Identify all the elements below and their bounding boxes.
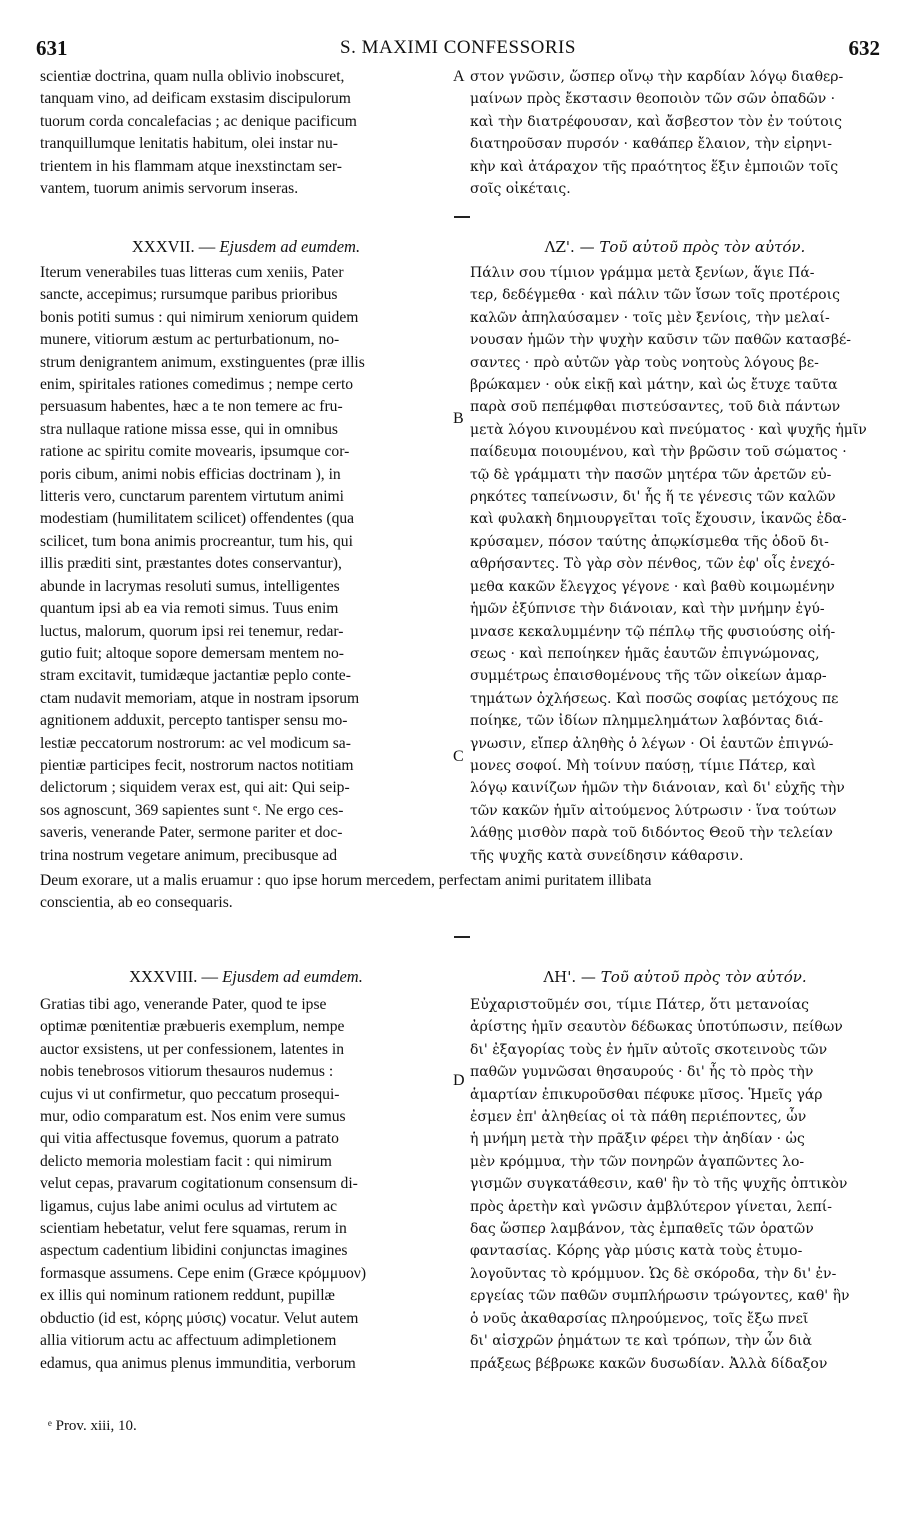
text-line: illis præditi sint, præstantes dotes conservantur), xyxy=(40,555,342,573)
text-line: edamus, qua animus plenus immunditia, verborum xyxy=(40,1354,356,1372)
text-line: καὶ φυλακὴ δημιουργεῖται τοῖς ἔχουσιν, ἱκανῶς ἐδα- xyxy=(470,511,847,528)
latin-title-number: XXXVIII. — xyxy=(129,967,219,986)
text-line: agnitionem adduxit, percepto tantisper sensu mo- xyxy=(40,712,348,730)
text-line: litteris vero, cunctarum parentem virtutum animi xyxy=(40,488,344,506)
margin-letter-b: B xyxy=(453,410,464,427)
text-line: delicto memoria molestiam facit : qui nimirum xyxy=(40,1152,332,1170)
text-line: ποίηκε, τῶν ἰδίων πλημμελημάτων λαβόντας διά- xyxy=(470,713,824,730)
text-line: γνωσιν, εἴπερ ἀληθὴς ὁ λέγων · Οἱ ἑαυτῶν ἐπιγνώ- xyxy=(470,735,834,752)
text-line: κρύσαμεν, πόσον ταύτης ἀπῳκίσμεθα τῆς ὁδοῦ δι- xyxy=(470,533,829,550)
text-line: πρὸς ἀρετὴν καὶ γνῶσιν ἀμβλύτερον γίνεται, λεπί- xyxy=(470,1198,833,1215)
text-line: stram excitavit, tumidæque jactantiæ peplo conte- xyxy=(40,667,351,685)
section-37-greek-text xyxy=(470,262,880,867)
text-line: abunde in lacrymas resoluti sumus, intelligentes xyxy=(40,577,340,595)
margin-letter-a: A xyxy=(453,68,465,85)
text-line: εργείας τῶν παθῶν συμπλήρωσιν τρώγοντες, καθ' ἣν xyxy=(470,1288,850,1305)
text-line: Deum exorare, ut a malis eruamur : quo ipse horum mercedem, perfectam animi puritatem illibata xyxy=(40,872,652,889)
text-line: scientiæ doctrina, quam nulla oblivio inobscuret, xyxy=(40,68,345,85)
text-line: μαίνων πρὸς ἔκστασιν θεοποιὸν τῶν σῶν ὀπαδῶν · xyxy=(470,91,836,108)
text-line: scientiam hebetatur, velut fere squamas, rerum in xyxy=(40,1220,347,1238)
latin-title-text: Ejusdem ad eumdem. xyxy=(219,237,361,256)
text-line: Πάλιν σου τίμιον γράμμα μετὰ ξενίων, ἅγιε Πά- xyxy=(470,265,815,281)
text-line: συμμέτρως ἐπαισθομένους τῆς τῶν οἰκείων ἁμαρ- xyxy=(470,668,827,685)
greek-title-number: ΛΖ'. — xyxy=(544,238,595,256)
text-line: velut cepas, pravarum cogitationum consensum di- xyxy=(40,1175,358,1193)
section-38-greek-text xyxy=(470,994,880,1375)
section-37-spanning-text xyxy=(40,870,880,915)
text-line: σεως · καὶ πεποίηκεν ἡμᾶς ἑαυτῶν ἐπιγνώμονας, xyxy=(470,645,820,662)
section-divider xyxy=(454,936,470,938)
text-line: quantum ipsi ab ea via remoti simus. Tuus enim xyxy=(40,600,339,618)
text-line: stra nullaque ratione missa esse, qui in omnibus xyxy=(40,420,338,438)
greek-title-text: Τοῦ αὐτοῦ πρὸς τὸν αὐτόν. xyxy=(599,238,806,256)
text-line: gutio fuit; altoque sopore demersam mentem no- xyxy=(40,644,345,662)
text-line: mur, odio comparatum est. Nos enim vere sumus xyxy=(40,1108,346,1126)
greek-title-number: ΛΗ'. — xyxy=(543,968,596,986)
text-line: ἡ μνήμη μετὰ τὴν πρᾶξιν φέρει τὴν ἀηδίαν · ὡς xyxy=(470,1131,805,1148)
text-line: σαντες · πρὸ αὐτῶν γὰρ τοὺς νοητοὺς λόγους βε- xyxy=(470,354,819,371)
text-line: obductio (id est, κόρης μύσις) vocatur. Velut autem xyxy=(40,1309,359,1327)
section-divider xyxy=(454,216,470,218)
text-line: sos agnoscunt, 369 sapientes sunt ᵉ. Ne ergo ces- xyxy=(40,801,344,819)
text-line: ἡμῶν ἐξύπνισε τὴν διάνοιαν, καὶ τὴν μνήμην ἐγύ- xyxy=(470,601,825,618)
text-line: ἀρίστης ἡμῖν σεαυτὸν δέδωκας ὑποτύπωσιν, πείθων xyxy=(470,1019,843,1036)
text-line: νουσαν ἡμῶν τὴν ψυχὴν καῦσιν τῶν παθῶν κατασβέ- xyxy=(470,332,852,349)
text-line: ctam nudavit memoriam, atque in nostram ipsorum xyxy=(40,689,360,707)
text-line: bonis potiti sumus : qui nimirum xeniorum quidem xyxy=(40,308,359,326)
text-line: τῷ δὲ γράμματι τὴν πασῶν μητέρα τῶν ἀρετῶν εὑ- xyxy=(470,466,832,483)
text-line: παθῶν γυμνῶσαι θησαυρούς · δι' ἧς τὸ πρὸς τὴν xyxy=(470,1064,814,1081)
page-number-left: 631 xyxy=(36,36,68,60)
section-37-latin-title xyxy=(40,236,452,258)
text-line: σοῖς οἰκέταις. xyxy=(470,181,571,198)
top-greek-column xyxy=(470,66,880,200)
text-line: poris cibum, animi nobis efficias doctrinam ), in xyxy=(40,465,341,483)
text-line: tanquam vino, ad deificam exstasim discipulorum xyxy=(40,90,351,108)
text-line: Gratias tibi ago, venerande Pater, quod te ipse xyxy=(40,996,327,1013)
text-line: optimæ pœnitentiæ præbueris exemplum, nempe xyxy=(40,1018,345,1036)
footnote: ᵉ Prov. xiii, 10. xyxy=(48,1418,137,1434)
text-line: παρὰ σοῦ πεπέμφθαι πιστεύσαντες, τοῦ διὰ πάντων xyxy=(470,399,841,416)
text-line: μὲν κρόμμυα, τὴν τῶν πονηρῶν ἀγαπῶντες λο- xyxy=(470,1153,805,1170)
text-line: μνασε κεκαλυμμένην τῷ πέπλῳ τῆς φυσιούσης οἰή- xyxy=(470,623,836,640)
text-line: trina nostrum vegetare animum, precibusque ad xyxy=(40,846,338,864)
text-line: λόγῳ καινίζων ἡμῶν τὴν διάνοιαν, καὶ δι' εὐχῆς τὴν xyxy=(470,780,845,797)
latin-title-number: XXXVII. — xyxy=(131,237,216,256)
section-37-latin-text xyxy=(40,262,452,867)
text-line: πράξεως βέβρωκε κακῶν δυσωδίαν. Ἀλλὰ δίδαξον xyxy=(470,1355,828,1372)
text-line: vantem, tuorum animis servorum inseras. xyxy=(40,180,299,198)
text-line: saveris, venerande Pater, sermone pariter et doc- xyxy=(40,824,343,842)
text-line: aspectum cadentium libidini conjunctas imagines xyxy=(40,1242,348,1260)
text-line: τῆς ψυχῆς κατὰ συνείδησιν κάθαρσιν. xyxy=(470,847,744,864)
text-line: cujus vi ut confirmetur, quo peccatum prosequi- xyxy=(40,1085,340,1103)
text-line: διατηροῦσαν πυρσόν · καθάπερ ἔλαιον, τὴν εἰρηνι- xyxy=(470,136,833,153)
latin-title-text: Ejusdem ad eumdem. xyxy=(222,967,363,986)
text-line: τερ, δεδέγμεθα · καὶ πάλιν τῶν ἴσων τοῖς προτέροις xyxy=(470,287,840,304)
text-line: ligamus, cujus labe animi oculus ad virtutem ac xyxy=(40,1197,338,1215)
text-line: λάθῃς μισθὸν παρὰ τοῦ διδόντος Θεοῦ τὴν τελείαν xyxy=(470,825,833,842)
text-line: strum denigrantem animum, exstinguentes (præ illis xyxy=(40,353,365,371)
text-line: auctor exsistens, ut per confessionem, latentes in xyxy=(40,1040,344,1058)
text-line: μεθα κακῶν ἔλεγχος γέγονε · καὶ βαθὺ κοιμωμένην xyxy=(470,578,835,595)
text-line: trientem in his flammam atque inexstinctam ser- xyxy=(40,157,342,175)
text-line: formasque assumens. Cepe enim (Græce κρόμμυον) xyxy=(40,1264,367,1282)
section-38-latin-title xyxy=(40,966,452,988)
text-line: munere, vitiorum æstum ac perturbationum, no- xyxy=(40,331,340,349)
text-line: δας ὥσπερ λαμβάνον, τὰς ἐμπαθεῖς τῶν ὁρατῶν xyxy=(470,1221,814,1238)
text-line: μονες σοφοί. Μὴ τοίνυν παύσῃ, τίμιε Πάτερ, καὶ xyxy=(470,757,817,774)
section-38-latin-text xyxy=(40,994,452,1375)
text-line: persuasum habentes, hæc a te non temere ac fru- xyxy=(40,398,343,416)
text-line: ἐσμεν ἐπ' ἀληθείας οἱ τὰ πάθη περιέποντες, ὧν xyxy=(470,1109,807,1126)
text-line: τῶν κακῶν ἡμῖν αἰτούμενος λύτρωσιν · ἵνα τούτων xyxy=(470,802,837,819)
text-line: ὁ νοῦς ἀκαθαρσίας πληρούμενος, τοῖς ἔξω πνεῖ xyxy=(470,1310,809,1327)
margin-letter-c: C xyxy=(453,748,464,765)
text-line: tuorum corda concalefacias ; ac denique pacificum xyxy=(40,112,357,130)
text-line: φαντασίας. Κόρης γὰρ μύσις κατὰ τοὺς ἐτυμο- xyxy=(470,1243,803,1260)
text-line: enim, spiritales rationes comedimus ; nempe certo xyxy=(40,376,354,394)
text-line: κὴν καὶ ἀτάραχον τῆς πραότητος ἕξιν ἐμποιῶν τοῖς xyxy=(470,158,839,175)
text-line: αθρήσαντες. Τὸ γὰρ σὸν πένθος, τῶν ἐφ' οἷς ἐνεχό- xyxy=(470,556,835,573)
text-line: στον γνῶσιν, ὥσπερ οἴνῳ τὴν καρδίαν λόγῳ διαθερ- xyxy=(470,69,844,85)
text-line: qui vitia affectusque fovemus, quorum a patrato xyxy=(40,1130,339,1148)
text-line: λογοῦντας τὸ κρόμμυον. Ὡς δὲ σκόροδα, τὴν δι' ἐν- xyxy=(470,1265,837,1282)
text-line: allia vitiorum actu ac affectuum adimpletionem xyxy=(40,1332,337,1350)
section-37-greek-title xyxy=(470,236,880,258)
text-line: τημάτων ὀχλήσεως. Καὶ ποσῶς σοφίας μετόχους πε xyxy=(470,690,839,707)
text-line: Εὐχαριστοῦμέν σοι, τίμιε Πάτερ, ὅτι μετανοίας xyxy=(470,997,810,1013)
text-line: μετὰ λόγου κινουμένου καὶ πνεύματος · καὶ ψυχῆς ἡμῖν xyxy=(470,421,867,438)
text-line: δι' αἰσχρῶν ῥημάτων τε καὶ τρόπων, τὴν ὧν διὰ xyxy=(470,1333,812,1350)
text-line: βρώκαμεν · οὐκ εἰκῇ καὶ μάτην, καὶ ὡς ἔτυχε ταῦτα xyxy=(470,377,838,394)
text-line: ἁμαρτίαν ἐπικυροῦσθαι πέφυκε μῖσος. Ἡμεῖς γάρ xyxy=(470,1086,823,1103)
text-line: conscientia, ab eo consequaris. xyxy=(40,894,233,912)
top-latin-column xyxy=(40,66,452,200)
text-line: luctus, malorum, quorum ipsi rei tenemur, redar- xyxy=(40,622,344,640)
margin-letter-d: D xyxy=(453,1072,465,1089)
running-title: S. MAXIMI CONFESSORIS xyxy=(340,37,576,58)
text-line: γισμῶν συγκατάθεσιν, καθ' ἣν τὸ τῆς ψυχῆς ὀπτικὸν xyxy=(470,1176,848,1193)
text-line: ratione ac spiritu comite movearis, ipsumque cor- xyxy=(40,443,350,461)
text-line: δι' ἐξαγορίας τοὺς ἐν ἡμῖν αὐτοῖς σκοτεινοὺς τῶν xyxy=(470,1041,828,1058)
text-line: tranquillumque lenitatis habitum, olei instar nu- xyxy=(40,135,338,153)
text-line: Iterum venerabiles tuas litteras cum xeniis, Pater xyxy=(40,264,344,281)
text-line: nobis tenebrosos vitiorum thesauros nudemus : xyxy=(40,1063,334,1081)
text-line: παίδευμα ποιουμένου, καὶ τὴν βρῶσιν τοῦ σώματος · xyxy=(470,444,847,461)
text-line: ex illis qui nominum rationem reddunt, pupillæ xyxy=(40,1287,335,1305)
text-line: lestiæ peccatorum nostrorum: ac vel modicum sa- xyxy=(40,734,351,752)
text-line: scilicet, tum bona animis procreantur, tum his, qui xyxy=(40,532,353,550)
section-38-greek-title xyxy=(470,966,880,988)
text-line: pientiæ participes fecit, nostrorum nactos notitiam xyxy=(40,756,354,774)
text-line: καλῶν ἀπηλαύσαμεν · τοῖς μὲν ξενίοις, τὴν μελαί- xyxy=(470,309,830,326)
text-line: καὶ τὴν διατρέφουσαν, καὶ ἄσβεστον τὸν ἐν τούτοις xyxy=(470,113,842,130)
text-line: modestiam (humilitatem scilicet) offendentes (qua xyxy=(40,510,355,528)
page-number-right: 632 xyxy=(848,36,880,60)
text-line: sancte, accepimus; rursumque paribus prioribus xyxy=(40,286,338,304)
page-header xyxy=(36,36,880,62)
text-line: ρηκότες ταπείνωσιν, δι' ἧς ἥ τε γένεσις τῶν καλῶν xyxy=(470,489,836,506)
text-line: delictorum ; siquidem verax est, qui ait: Qui seip- xyxy=(40,779,350,797)
greek-title-text: Τοῦ αὐτοῦ πρὸς τὸν αὐτόν. xyxy=(600,968,807,986)
